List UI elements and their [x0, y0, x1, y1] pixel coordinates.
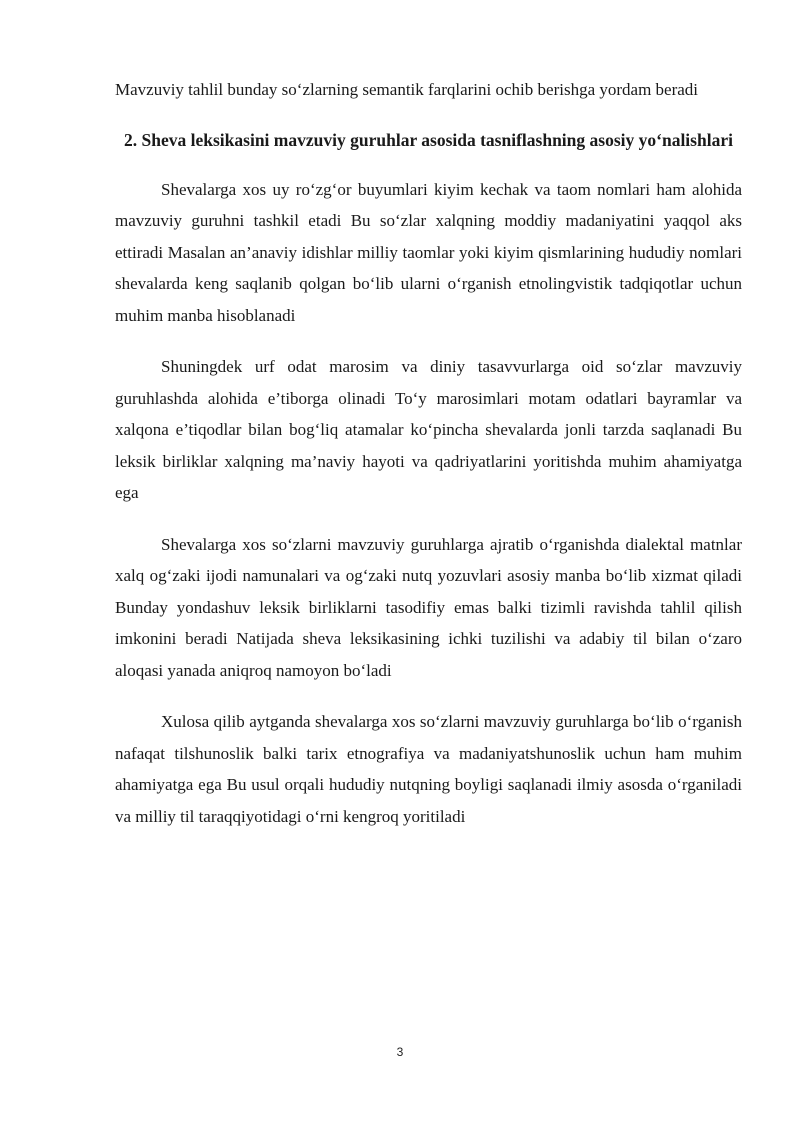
page-content	[115, 74, 742, 832]
paragraph-customs-rituals: Shuningdek urf odat marosim va diniy tasavvurlarga oid so‘zlar mavzuviy guruhlashda alohida e’tiborga olinadi To‘y marosimlari motam odatlari bayramlar va xalqona e’tiqodlar bilan bog‘liq atamalar ko‘pincha shevalarda jonli tarzda saqlanadi Bu leksik birliklar xalqning ma’naviy hayoti va qadriyatlarini yoritishda muhim ahamiyatga ega	[115, 357, 742, 502]
paragraph-material-culture: Shevalarga xos uy ro‘zg‘or buyumlari kiyim kechak va taom nomlari ham alohida mavzuviy guruhni tashkil etadi Bu so‘zlar xalqning moddiy madaniyatini yaqqol aks ettiradi Masalan an’anaviy idishlar milliy taomlar yoki kiyim qismlarining hududiy nomlari shevalarda keng saqlanib qolgan bo‘lib ularni o‘rganish etnolingvistik tadqiqotlar uchun muhim manba hisoblanadi	[115, 179, 742, 325]
paragraph-sources-method: Shevalarga xos so‘zlarni mavzuviy guruhlarga ajratib o‘rganishda dialektal matnlar xalq og‘zaki ijodi namunalari va og‘zaki nutq yozuvlari asosiy manba bo‘lib xizmat qiladi Bunday yondashuv leksik birliklarni tasodifiy emas balki tizimli ravishda tahlil qilish imkonini beradi Natijada sheva leksikasining ichki tuzilishi va adabiy til bilan o‘zaro aloqasi yanada aniqroq namoyon bo‘ladi	[115, 534, 742, 680]
page-number: 3	[396, 1045, 404, 1059]
section-heading: 2. Sheva leksikasini mavzuviy guruhlar asosida tasniflashning asosiy yo‘nalishlari	[124, 129, 733, 150]
paragraph-conclusion: Xulosa qilib aytganda shevalarga xos so‘zlarni mavzuviy guruhlarga bo‘lib o‘rganish nafaqat tilshunoslik balki tarix etnografiya va madaniyatshunoslik uchun ham muhim ahamiyatga ega Bu usul orqali hududiy nutqning boyligi saqlanadi ilmiy asosda o‘rganiladi va milliy til taraqqiyotidagi o‘rni kengroq yoritiladi	[115, 712, 742, 826]
intro-paragraph: Mavzuviy tahlil bunday so‘zlarning semantik farqlarini ochib berishga yordam beradi	[115, 80, 699, 99]
